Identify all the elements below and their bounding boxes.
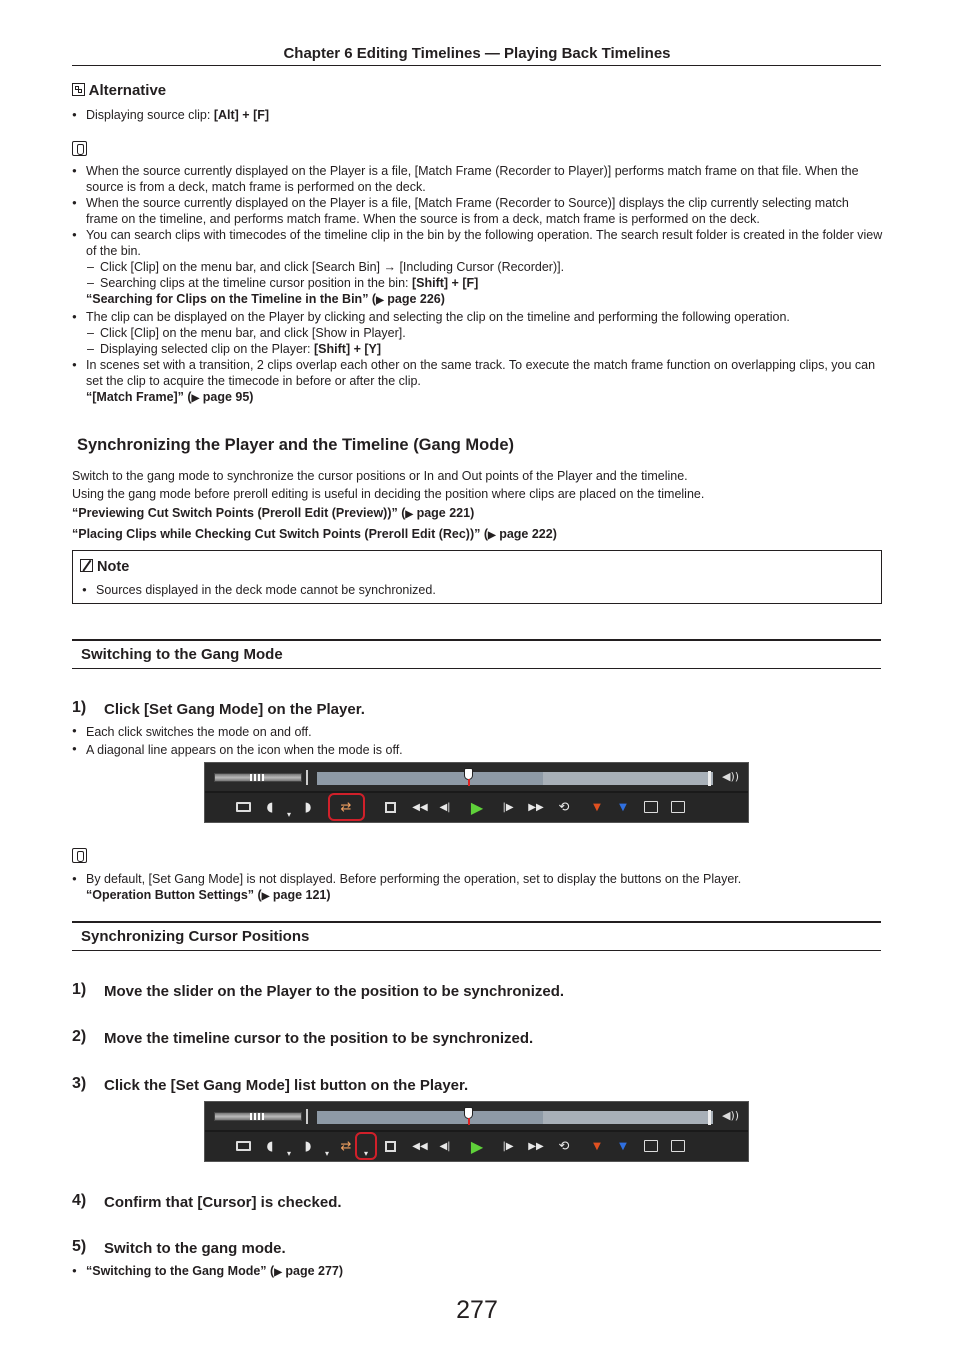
list-item: ● In scenes set with a transition, 2 clips overlap each other on the same track. To execute the match frame function on overlapping clips, you can set the clip to acquire the timecode in before or after the clip. “[Match Frame]” (▶ page 95): [72, 357, 884, 407]
player-screenshot-2: [204, 1101, 749, 1162]
audio-level-slider[interactable]: [214, 773, 302, 782]
cross-reference[interactable]: “Operation Button Settings” (▶ page 121): [86, 888, 331, 902]
stop-icon: [385, 1141, 396, 1152]
stop-button[interactable]: [380, 1136, 400, 1156]
player-screenshot-1: [204, 762, 749, 823]
alternative-title: Alternative: [88, 82, 167, 99]
previous-frame-button[interactable]: ◀|: [439, 1140, 451, 1152]
set-in-list-button[interactable]: ▾: [286, 1148, 291, 1158]
set-gang-mode-button[interactable]: ⇄: [340, 1138, 352, 1154]
cross-reference[interactable]: “Placing Clips while Checking Cut Switch Points (Preroll Edit (Rec))” (▶ page 222): [72, 527, 557, 541]
out-point-marker: [708, 1110, 711, 1125]
list-item: ● When the source currently displayed on the Player is a file, [Match Frame (Recorder to Player)] performs match frame on that file. When the source is from a deck, match frame is performed on the deck.: [72, 163, 884, 195]
out-marker-button[interactable]: ▼: [619, 1140, 627, 1152]
set-gang-mode-list-button[interactable]: ▾: [363, 1148, 368, 1158]
step-text: Click [Set Gang Mode] on the Player.: [104, 701, 365, 718]
step-text: Move the timeline cursor to the position to be synchronized.: [104, 1030, 534, 1047]
step-text: Move the slider on the Player to the position to be synchronized.: [104, 983, 565, 1000]
page-arrow-icon: ▶: [376, 295, 384, 306]
step-text: Switch to the gang mode.: [104, 1240, 286, 1257]
list-item: ● By default, [Set Gang Mode] is not displayed. Before performing the operation, set to display the buttons on the Player. “Operation Button Settings” (▶ page 121): [72, 871, 881, 905]
step-number: 4): [72, 1192, 87, 1209]
list-item: ● You can search clips with timecodes of the timeline clip in the bin by the following operation. The search result folder is created in the folder view of the bin. – Click [Clip] on the menu bar, and click [Search Bin] → [Including Cursor (Recorder)]. – Searching clips at the timeline cursor position in the bin: [Shift] + [F] “Searching for Clips on the Timeline in the Bin” (▶ page 226): [72, 227, 884, 309]
hint-list-1: [72, 163, 884, 407]
player-timeline-row: [205, 763, 748, 791]
cross-reference[interactable]: “Switching to the Gang Mode” (▶ page 277): [86, 1264, 344, 1278]
header-rule: [72, 65, 881, 66]
loop-playback-button[interactable]: ⟲: [558, 799, 570, 815]
set-gang-mode-button[interactable]: ⇄: [340, 799, 352, 815]
step5-list: [72, 1263, 881, 1281]
highlight-ring: [355, 1132, 377, 1160]
in-point-marker: [306, 1109, 312, 1124]
rewind-button[interactable]: ◀◀: [412, 801, 428, 813]
out-point-marker: [708, 771, 711, 786]
stop-button[interactable]: [380, 797, 400, 817]
monitor-icon: [236, 1141, 251, 1151]
hint-block-1: [72, 140, 87, 158]
fast-forward-button[interactable]: ▶▶: [528, 1140, 544, 1152]
speaker-icon[interactable]: ◀)): [722, 770, 740, 783]
highlight-ring: [328, 793, 365, 821]
hint-hand-icon: [72, 848, 87, 863]
play-button[interactable]: ▶: [470, 797, 484, 817]
overwrite-to-timeline-button[interactable]: [668, 797, 688, 817]
fast-forward-button[interactable]: ▶▶: [528, 801, 544, 813]
step-text: Confirm that [Cursor] is checked.: [104, 1194, 342, 1211]
audio-level-slider[interactable]: [214, 1112, 302, 1121]
step-number: 3): [72, 1075, 87, 1092]
previous-frame-button[interactable]: ◀|: [439, 801, 451, 813]
overwrite-to-timeline-button[interactable]: [668, 1136, 688, 1156]
cross-reference[interactable]: “Searching for Clips on the Timeline in the Bin” (▶ page 226): [86, 292, 445, 306]
subheading-sync-cursor: Synchronizing Cursor Positions: [72, 921, 881, 951]
step1-list: [72, 723, 881, 759]
note-pencil-icon: [80, 559, 93, 572]
paragraph: Using the gang mode before preroll editing is useful in deciding the position where clips are placed on the timeline.: [72, 487, 705, 501]
next-frame-button[interactable]: |▶: [502, 1140, 514, 1152]
list-item: ● When the source currently displayed on the Player is a file, [Match Frame (Recorder to Source)] displays the clip currently selecting match frame on the timeline, and performs match frame. When the source is from a deck, match frame is performed on the deck.: [72, 195, 884, 227]
step-number: 1): [72, 699, 87, 716]
chapter-header: Chapter 6 Editing Timelines — Playing Back Timelines: [283, 45, 671, 62]
player-timeline-row: [205, 1102, 748, 1130]
play-button[interactable]: ▶: [470, 1136, 484, 1156]
set-out-button[interactable]: ◗: [304, 1138, 312, 1154]
out-marker-button[interactable]: ▼: [619, 801, 627, 813]
hint-list-2: [72, 871, 881, 905]
cross-reference[interactable]: “[Match Frame]” (▶ page 95): [86, 390, 254, 404]
next-frame-button[interactable]: |▶: [502, 801, 514, 813]
stop-icon: [385, 802, 396, 813]
page-arrow-icon: ▶: [488, 530, 496, 541]
section-title: Synchronizing the Player and the Timeline (Gang Mode): [72, 436, 881, 460]
alternative-heading: [72, 82, 166, 99]
hint-hand-icon: [72, 141, 87, 156]
set-in-button[interactable]: ◖: [266, 799, 274, 815]
alternative-list: [72, 107, 881, 123]
subheading-switching-gang-mode: Switching to the Gang Mode: [72, 639, 881, 669]
player-position-bar[interactable]: [317, 1111, 713, 1124]
step-number: 5): [72, 1238, 87, 1255]
player-position-bar[interactable]: [317, 772, 713, 785]
list-item: ● Displaying source clip: [Alt] + [F]: [72, 107, 881, 123]
rewind-button[interactable]: ◀◀: [412, 1140, 428, 1152]
set-in-button[interactable]: ◖: [266, 1138, 274, 1154]
set-out-button[interactable]: ◗: [304, 799, 312, 815]
note-heading: Note: [80, 559, 129, 575]
hint-block-2: [72, 847, 87, 865]
set-out-list-button[interactable]: ▾: [324, 1148, 329, 1158]
page-arrow-icon: ▶: [191, 393, 200, 404]
list-item: ● A diagonal line appears on the icon when the mode is off.: [72, 741, 881, 759]
paragraph: Switch to the gang mode to synchronize the cursor positions or In and Out points of the Player and the timeline.: [72, 469, 688, 483]
dash-item: – Displaying selected clip on the Player: [Shift] + [Y]: [86, 341, 884, 357]
insert-icon: [644, 1140, 658, 1152]
speaker-icon[interactable]: ◀)): [722, 1109, 740, 1122]
step-number: 2): [72, 1028, 87, 1045]
display-mode-button[interactable]: [233, 1136, 253, 1156]
dash-item: – Click [Clip] on the menu bar, and click [Search Bin] → [Including Cursor (Recorder)].: [86, 259, 884, 275]
list-item: ● Each click switches the mode on and off.: [72, 723, 881, 741]
note-box: [72, 550, 882, 604]
set-in-list-button[interactable]: ▾: [286, 809, 291, 819]
loop-playback-button[interactable]: ⟲: [558, 1138, 570, 1154]
in-marker-button[interactable]: ▼: [593, 1140, 601, 1152]
step-text: Click the [Set Gang Mode] list button on the Player.: [104, 1077, 469, 1094]
alternative-icon: [72, 83, 85, 96]
monitor-icon: [236, 802, 251, 812]
list-item: ● The clip can be displayed on the Player by clicking and selecting the clip on the timeline and performing the following operation. – Click [Clip] on the menu bar, and click [Show in Player]. – Displaying selected clip on the Player: [Shift] + [Y]: [72, 309, 884, 357]
cross-reference[interactable]: “Previewing Cut Switch Points (Preroll Edit (Preview))” (▶ page 221): [72, 506, 475, 520]
dash-item: – Click [Clip] on the menu bar, and click [Show in Player].: [86, 325, 884, 341]
in-marker-button[interactable]: ▼: [593, 801, 601, 813]
display-mode-button[interactable]: [233, 797, 253, 817]
dash-item: – Searching clips at the timeline cursor position in the bin: [Shift] + [F]: [86, 275, 884, 291]
in-point-marker: [306, 770, 312, 785]
page-arrow-icon: ▶: [261, 891, 270, 902]
insert-icon: [644, 801, 658, 813]
insert-to-timeline-button[interactable]: [641, 797, 661, 817]
player-button-row: [205, 793, 748, 822]
section-body: [72, 467, 884, 545]
page-arrow-icon: ▶: [274, 1267, 282, 1278]
player-button-row: [205, 1132, 748, 1161]
list-item: [72, 1263, 881, 1281]
page-number: 277: [456, 1296, 498, 1324]
insert-to-timeline-button[interactable]: [641, 1136, 661, 1156]
overwrite-icon: [671, 801, 685, 813]
overwrite-icon: [671, 1140, 685, 1152]
list-item: ● Sources displayed in the deck mode cannot be synchronized.: [82, 582, 872, 598]
page-arrow-icon: ▶: [405, 509, 414, 520]
step-number: 1): [72, 981, 87, 998]
